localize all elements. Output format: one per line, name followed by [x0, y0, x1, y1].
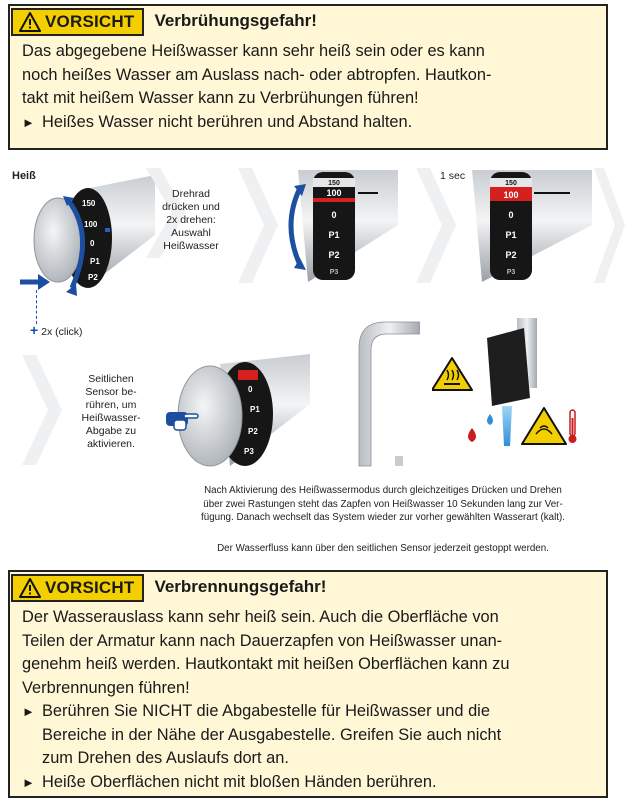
- dial-red-band: [238, 370, 258, 380]
- warning-burn-box: [8, 570, 608, 798]
- dial-value: P3: [329, 269, 339, 276]
- step4-instruction: [70, 373, 152, 451]
- caption-line: Nach Aktivierung des Heißwassermodus durch gleichzeitiges Drücken und Drehen: [204, 485, 562, 496]
- dashed-pointer-line: [36, 290, 37, 324]
- dial-value: P2: [328, 250, 340, 260]
- plus-icon: +: [30, 322, 39, 338]
- dial-value: 0: [90, 239, 95, 248]
- warning-title: Verbrennungsgefahr!: [154, 577, 327, 596]
- step3-knob-illustration: [452, 170, 592, 285]
- rotate-arrow-icon: [291, 188, 300, 265]
- dial-value: 0: [248, 385, 253, 394]
- click-count: 2x (click): [41, 326, 83, 338]
- caution-badge: [11, 8, 144, 36]
- activation-caption: [150, 484, 616, 525]
- step2-instruction: [152, 188, 230, 253]
- caution-badge-label: VORSICHT: [45, 577, 135, 597]
- click-label: [30, 324, 83, 339]
- caption-line: über zwei Rastungen steht das Zapfen von Heißwasser 10 Sekunden lang zur Ver-: [203, 498, 563, 510]
- dial-value: 100: [326, 188, 342, 198]
- dial-value: 100: [503, 190, 519, 200]
- dial-value: P2: [88, 273, 98, 282]
- instruction-line: Heißwasser: [163, 240, 219, 252]
- warning-line: Verbrennungen führen!: [22, 678, 190, 697]
- dial-value: P1: [250, 405, 260, 414]
- step2-knob-illustration: [268, 170, 398, 285]
- warning-body: [10, 602, 606, 794]
- warning-line: noch heißes Wasser am Auslass nach- oder abtropfen. Hautkon-: [22, 65, 492, 84]
- dial-value: P3: [506, 269, 516, 276]
- instruction-line: rühren, um: [85, 399, 137, 411]
- dial-value: 150: [328, 180, 340, 187]
- step-chevron-icon: [22, 355, 62, 465]
- dial-value: P1: [90, 257, 100, 266]
- water-stream: [502, 406, 512, 446]
- hot-drop-icon: [468, 428, 476, 442]
- step4-knob-illustration: [160, 354, 310, 469]
- warning-bullet-text: [42, 700, 501, 771]
- instruction-line: Abgabe zu: [85, 425, 137, 437]
- sensor-note: Der Wasserfluss kann über den seitlichen Sensor jederzeit gestoppt werden.: [217, 543, 549, 554]
- warning-bullet: [22, 700, 596, 771]
- scalding-warning-icon: [522, 408, 566, 444]
- bullet-line: Berühren Sie NICHT die Abgabestelle für Heißwasser und die: [42, 702, 490, 720]
- instruction-line: Sensor be-: [85, 386, 137, 398]
- step3-label-time: 1 sec: [440, 170, 466, 182]
- warning-line: Das abgegebene Heißwasser kann sehr heiß sein oder es kann: [22, 42, 485, 60]
- dial-red-band: [313, 198, 355, 202]
- step1-knob-illustration: [20, 170, 160, 320]
- step-chevron-icon: [416, 168, 456, 283]
- spout-base: [395, 456, 403, 466]
- water-drop-icon: [487, 414, 493, 425]
- dial-marker: [534, 192, 570, 194]
- caution-badge-label: VORSICHT: [45, 11, 135, 31]
- warning-title: Verbrühungsgefahr!: [154, 11, 317, 30]
- outlet-head: [487, 328, 530, 406]
- dial-value: 0: [508, 210, 514, 220]
- instruction-line: aktivieren.: [87, 438, 135, 450]
- step1-label-hot: Heiß: [12, 170, 36, 182]
- bullet-arrow-icon: ►: [22, 704, 35, 719]
- instruction-line: Heißwasser-: [81, 412, 141, 424]
- dial-value: P1: [328, 230, 340, 240]
- caution-badge: [11, 574, 144, 602]
- dial-value: 150: [82, 199, 96, 208]
- dial-value: P3: [244, 447, 254, 456]
- warning-bullet-text: Heiße Oberflächen nicht mit bloßen Händen berühren.: [42, 772, 437, 791]
- dial-indicator: [105, 228, 110, 232]
- dial-value: P2: [505, 250, 517, 260]
- warning-line: Teilen der Armatur kann nach Dauerzapfen von Heißwasser unan-: [22, 631, 503, 650]
- warning-bullet: [22, 771, 596, 795]
- hot-surface-warning-icon: [432, 358, 472, 390]
- warning-triangle-icon: [19, 578, 41, 598]
- dial-value: 150: [505, 180, 517, 187]
- thermometer-icon: [569, 410, 577, 443]
- step-chevron-icon: [594, 168, 625, 283]
- warning-line: takt mit heißem Wasser kann zu Verbrühungen führen!: [22, 89, 419, 107]
- warning-triangle-icon: [19, 12, 41, 32]
- warning-line: genehm heiß werden. Hautkontakt mit heißen Oberflächen kann zu: [22, 655, 510, 673]
- dial-value: 100: [84, 220, 98, 229]
- spout: [359, 322, 420, 466]
- instruction-line: Drehrad: [172, 188, 210, 200]
- dial-marker: [358, 192, 378, 194]
- instruction-line: Seitlichen: [88, 373, 134, 385]
- warning-header: [10, 572, 606, 602]
- dial-value: P1: [505, 230, 517, 240]
- instruction-line: Auswahl: [171, 227, 211, 239]
- dial-value: P2: [248, 427, 258, 436]
- dial-value: 0: [331, 210, 337, 220]
- warning-line: Der Wasserauslass kann sehr heiß sein. Auch die Oberfläche von: [22, 608, 499, 626]
- warning-header: [10, 6, 606, 36]
- warning-bullet-text: Heißes Wasser nicht berühren und Abstand halten.: [42, 112, 413, 131]
- warning-bullet: [22, 111, 596, 135]
- bullet-arrow-icon: ►: [22, 114, 35, 130]
- caption-line: fügung. Danach wechselt das System wieder zur vorher gewählten Wasserart (kalt).: [201, 512, 565, 523]
- instruction-line: drücken und: [162, 201, 220, 213]
- warning-scalding-box: [8, 4, 608, 150]
- faucet-spout-illustration: [345, 318, 420, 468]
- bullet-line: Bereiche in der Nähe der Ausgabestelle. Greifen Sie auch nicht: [42, 725, 502, 744]
- bullet-arrow-icon: ►: [22, 774, 35, 790]
- bullet-line: zum Drehen des Auslaufs dort an.: [42, 749, 289, 767]
- warning-body: [10, 36, 606, 134]
- hot-water-outlet-illustration: [432, 318, 582, 448]
- instruction-line: 2x drehen:: [166, 214, 216, 226]
